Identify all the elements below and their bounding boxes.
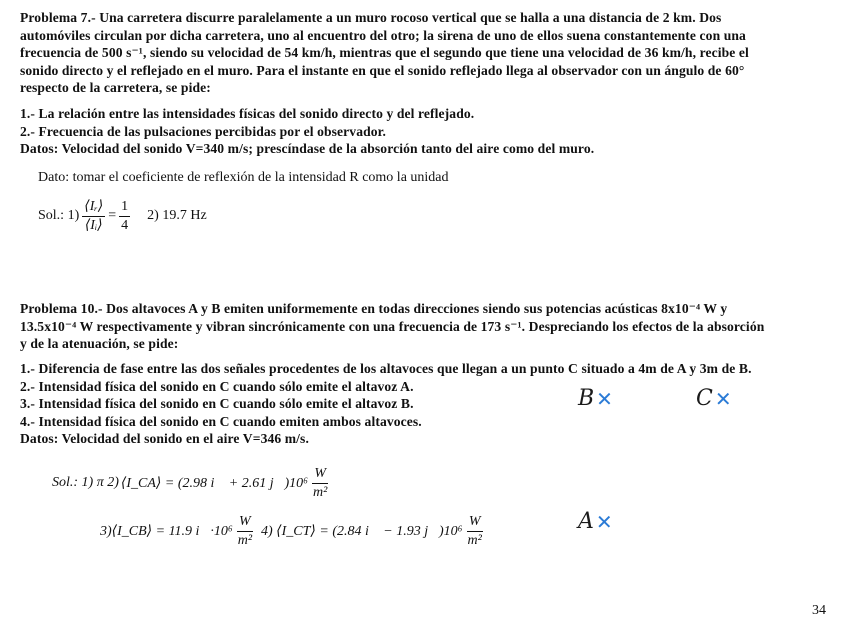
intensity-ca-expression: ⟨I_CA⟩ = (2.98 i⃗ + 2.61 j⃗)10⁶ xyxy=(120,475,309,491)
problem-7-item-2: 2.- Frecuencia de las pulsaciones percibidas por el observador. xyxy=(20,123,387,139)
problem-7-datos: Datos: Velocidad del sonido V=340 m/s; prescíndase de la absorción tanto del aire como del muro. xyxy=(20,141,595,156)
unit-fraction-ca xyxy=(311,465,329,502)
unit-ca-denominator: m² xyxy=(313,484,328,500)
problem-10-item-4: 4.- Intensidad física del sonido en C cuando emiten ambos altavoces. xyxy=(20,413,422,429)
problem-10-item-3: 3.- Intensidad física del sonido en C cuando sólo emite el altavoz B. xyxy=(20,396,414,411)
cross-icon: ✕ xyxy=(595,509,613,534)
problem-10-datos: Datos: Velocidad del sonido en el aire V=346 m/s. xyxy=(20,431,309,446)
problem-7-statement xyxy=(20,9,832,97)
equals-sign: = xyxy=(108,208,117,223)
marker-c-label: C xyxy=(696,386,713,411)
marker-point-a xyxy=(578,509,613,534)
unit-ca-numerator: W xyxy=(312,465,328,484)
intensity-ratio-fraction xyxy=(82,198,105,235)
problem-10-line-2: 13.5x10⁻⁴ W respectivamente y vibran sincrónicamente con una frecuencia de 173 s⁻¹. Despreciando los efectos de la absorción xyxy=(20,318,765,334)
solution-10-prefix: Sol.: 1) π 2) xyxy=(52,475,119,490)
marker-point-b xyxy=(578,386,613,411)
unit-cb-numerator: W xyxy=(237,513,253,532)
unit-fraction-ct xyxy=(466,513,484,550)
problem-7-solution xyxy=(38,190,358,242)
result-denominator: 4 xyxy=(121,217,129,233)
problem-10-item-1: 1.- Diferencia de fase entre las dos señales procedentes de los altavoces que llegan a un punto C situado a 4m de A y 3m de B. xyxy=(20,361,752,376)
intensity-ct-expression: 4) ⟨I_CT⟩ = (2.84 i⃗ − 1.93 j⃗)10⁶ xyxy=(261,523,463,539)
problem-7-line-2: automóviles circulan por dicha carretera, uno al encuentro del otro; la sirena de uno de ellos suena constantemente con una xyxy=(20,27,746,43)
unit-cb-denominator: m² xyxy=(237,532,253,548)
marker-point-c xyxy=(696,386,732,411)
problem-10-solution-line-1 xyxy=(52,458,472,508)
problem-10-line-3: y de la atenuación, se pide: xyxy=(20,336,179,351)
intensity-cb-expression: 3)⟨I_CB⟩ = 11.9 i⃗·10⁶ xyxy=(100,523,233,539)
cross-icon: ✕ xyxy=(596,386,613,411)
solution-7-part-2: 2) 19.7 Hz xyxy=(147,208,207,223)
problem-10-solution-line-2 xyxy=(100,505,560,557)
problem-10-line-1: Problema 10.- Dos altavoces A y B emiten uniformemente en todas direcciones siendo sus potencias acústicas 8x10⁻⁴ W y xyxy=(20,301,728,316)
result-numerator: 1 xyxy=(119,198,130,217)
unit-ct-numerator: W xyxy=(467,513,483,532)
intensity-ratio-denominator: ⟨Iᵢ⟩ xyxy=(84,217,103,233)
problem-7-dato: Dato: tomar el coeficiente de reflexión de la intensidad R como la unidad xyxy=(38,170,449,185)
problem-7-line-5: respecto de la carretera, se pide: xyxy=(20,80,211,95)
cross-icon: ✕ xyxy=(714,386,732,411)
unit-ct-denominator: m² xyxy=(467,532,482,548)
problem-7-items xyxy=(20,105,832,158)
result-fraction xyxy=(119,198,130,235)
problem-7-line-3: frecuencia de 500 s⁻¹, siendo su velocidad de 54 km/h, mientras que el segundo que tiene una velocidad de 36 km/h, recibe el xyxy=(20,45,749,60)
marker-b-label: B xyxy=(578,386,595,411)
problem-10-item-2: 2.- Intensidad física del sonido en C cuando sólo emite el altavoz A. xyxy=(20,378,414,394)
intensity-ratio-numerator: ⟨Iᵣ⟩ xyxy=(82,198,105,217)
problem-7-line-4: sonido directo y el reflejado en el muro. Para el instante en que el sonido reflejado llega al observador con un ángulo de 60° xyxy=(20,62,745,78)
problem-7-item-1: 1.- La relación entre las intensidades físicas del sonido directo y del reflejado. xyxy=(20,106,475,121)
unit-fraction-cb xyxy=(236,513,254,550)
problem-10-statement xyxy=(20,300,832,353)
solution-7-prefix: Sol.: 1) xyxy=(38,208,80,223)
page-number: 34 xyxy=(812,603,826,618)
problem-7-line-1: Problema 7.- Una carretera discurre paralelamente a un muro rocoso vertical que se halla a una distancia de 2 km. Dos xyxy=(20,10,722,25)
marker-a-label: A xyxy=(578,509,594,534)
